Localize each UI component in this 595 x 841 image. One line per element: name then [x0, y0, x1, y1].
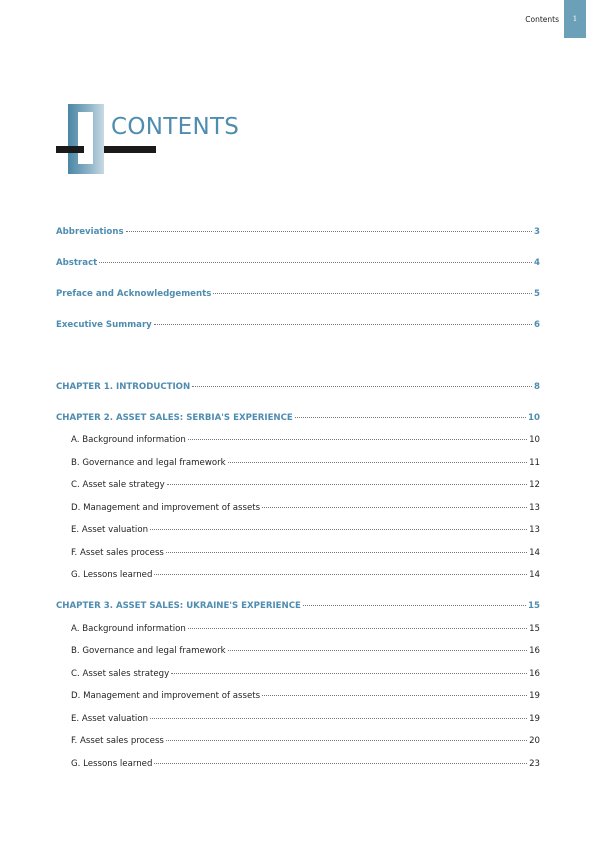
toc-section[interactable] [71, 458, 540, 470]
toc-entry-label: CHAPTER 3. ASSET SALES: UKRAINE'S EXPERIENCE [56, 601, 301, 611]
toc-section[interactable] [71, 759, 540, 771]
page-number: 1 [572, 15, 578, 23]
toc-entry-page: 6 [534, 320, 540, 330]
toc-entry-abbreviations[interactable] [56, 227, 540, 239]
toc-entry-label: E. Asset valuation [71, 525, 149, 535]
toc-entry-label: F. Asset sales process [71, 736, 164, 746]
toc-entry-page: 20 [529, 736, 540, 746]
dot-leader [150, 529, 527, 530]
toc-entry-preface[interactable] [56, 289, 540, 301]
toc-entry-page: 13 [529, 525, 540, 535]
dot-leader [150, 718, 527, 719]
toc-entry-label: Abstract [56, 258, 98, 268]
toc-entry-page: 13 [529, 503, 540, 513]
dot-leader [99, 262, 532, 263]
dot-leader [262, 695, 527, 696]
toc-entry-executive-summary[interactable] [56, 320, 540, 332]
toc-entry-page: 19 [529, 691, 540, 701]
toc-entry-page: 14 [529, 570, 540, 580]
dot-leader [167, 484, 527, 485]
toc-entry-label: C. Asset sales strategy [71, 669, 170, 679]
toc-entry-label: CHAPTER 1. INTRODUCTION [56, 382, 191, 392]
toc-section[interactable] [71, 525, 540, 537]
page-title: CONTENTS [111, 114, 240, 140]
toc-entry-label: A. Background information [71, 435, 186, 445]
toc-entry-page: 15 [528, 601, 540, 611]
dot-leader [228, 462, 527, 463]
toc-chapter-2[interactable] [56, 413, 540, 425]
toc-entry-label: C. Asset sale strategy [71, 480, 165, 490]
toc-entry-label: G. Lessons learned [71, 570, 153, 580]
logo-cutout [78, 112, 93, 164]
toc-entry-page: 4 [534, 258, 540, 268]
logo-bar-right [104, 146, 156, 153]
toc-entry-page: 15 [529, 624, 540, 634]
toc-entry-label: Abbreviations [56, 227, 124, 237]
toc-section[interactable] [71, 548, 540, 560]
dot-leader [303, 605, 526, 606]
toc-entry-page: 10 [528, 413, 540, 423]
toc-entry-page: 16 [529, 669, 540, 679]
toc-section[interactable] [71, 624, 540, 636]
toc-entry-label: G. Lessons learned [71, 759, 153, 769]
dot-leader [154, 574, 527, 575]
dot-leader [171, 673, 527, 674]
dot-leader [262, 507, 527, 508]
running-header: Contents [525, 15, 559, 24]
toc-entry-page: 16 [529, 646, 540, 656]
toc-entry-label: B. Governance and legal framework [71, 458, 226, 468]
dot-leader [228, 650, 527, 651]
toc-entry-abstract[interactable] [56, 258, 540, 270]
dot-leader [166, 740, 527, 741]
toc-entry-label: E. Asset valuation [71, 714, 149, 724]
toc-section[interactable] [71, 714, 540, 726]
dot-leader [295, 417, 526, 418]
toc-entry-page: 8 [534, 382, 540, 392]
toc-entry-label: D. Management and improvement of assets [71, 503, 261, 513]
toc-chapter-1[interactable] [56, 382, 540, 394]
dot-leader [213, 293, 532, 294]
toc-entry-page: 14 [529, 548, 540, 558]
page-number-tab [564, 0, 586, 38]
toc-section[interactable] [71, 669, 540, 681]
toc-entry-page: 5 [534, 289, 540, 299]
toc-section[interactable] [71, 736, 540, 748]
toc-entry-page: 19 [529, 714, 540, 724]
toc-entry-label: CHAPTER 2. ASSET SALES: SERBIA'S EXPERIENCE [56, 413, 293, 423]
logo-bar-left [56, 146, 84, 153]
dot-leader [188, 439, 527, 440]
toc-entry-label: F. Asset sales process [71, 548, 164, 558]
toc-entry-label: B. Governance and legal framework [71, 646, 226, 656]
dot-leader [154, 763, 527, 764]
toc-section[interactable] [71, 646, 540, 658]
toc-entry-page: 23 [529, 759, 540, 769]
toc-section[interactable] [71, 480, 540, 492]
toc-chapter-3[interactable] [56, 601, 540, 613]
toc-entry-page: 12 [529, 480, 540, 490]
dot-leader [154, 324, 532, 325]
toc-entry-page: 10 [529, 435, 540, 445]
dot-leader [166, 552, 527, 553]
toc-entry-page: 11 [529, 458, 540, 468]
toc-section[interactable] [71, 570, 540, 582]
toc-entry-label: D. Management and improvement of assets [71, 691, 261, 701]
toc-entry-label: Executive Summary [56, 320, 152, 330]
dot-leader [192, 386, 532, 387]
dot-leader [188, 628, 527, 629]
dot-leader [126, 231, 532, 232]
toc-entry-label: Preface and Acknowledgements [56, 289, 212, 299]
toc-entry-label: A. Background information [71, 624, 186, 634]
toc-section[interactable] [71, 503, 540, 515]
toc-section[interactable] [71, 691, 540, 703]
toc-entry-page: 3 [534, 227, 540, 237]
toc-section[interactable] [71, 435, 540, 447]
